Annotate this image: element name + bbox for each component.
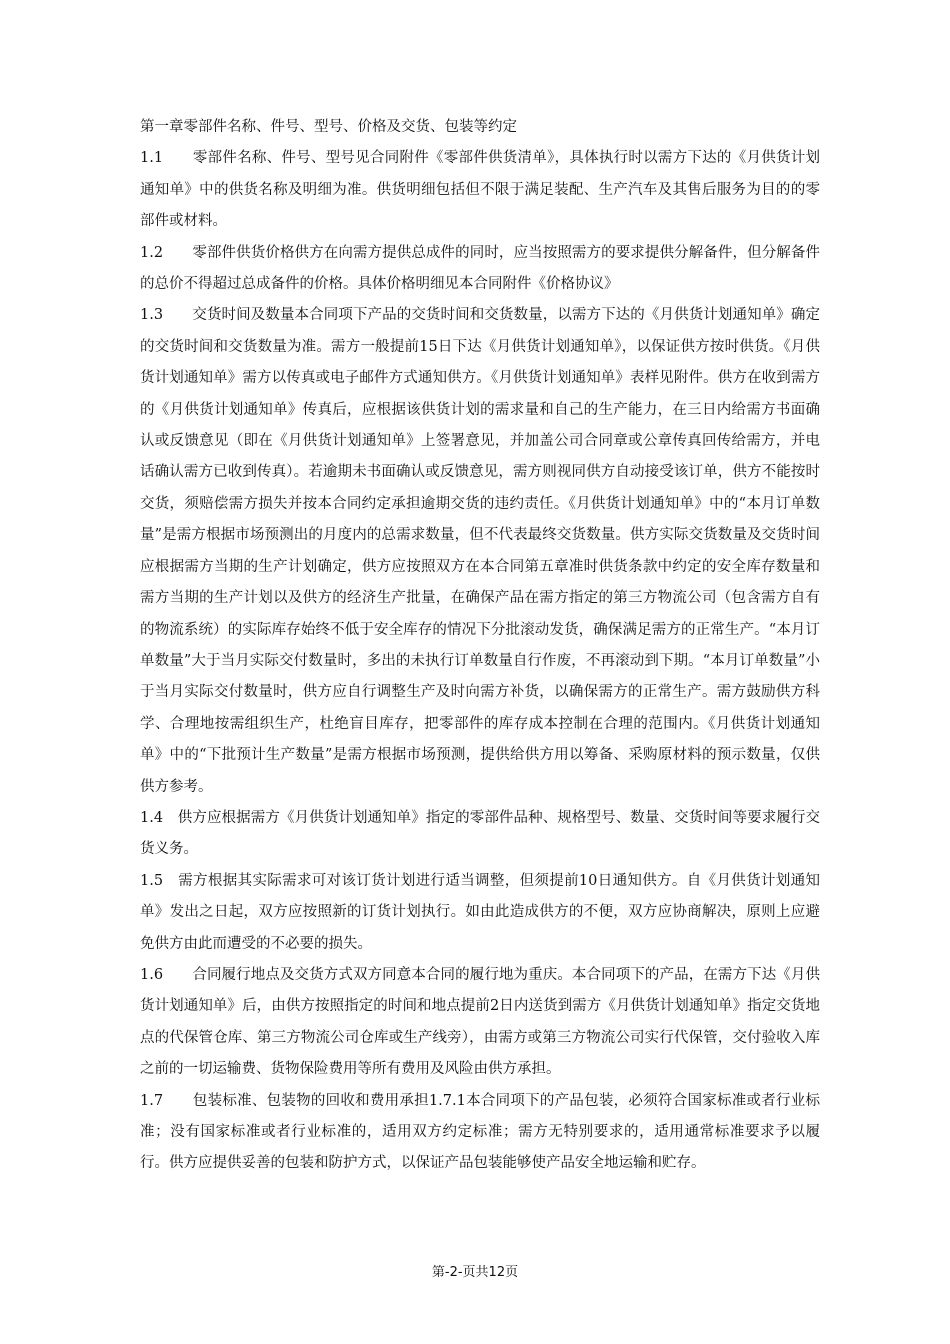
paragraph-1-6: 1.6 合同履行地点及交货方式双方同意本合同的履行地为重庆。本合同项下的产品，在需方下达《月供货计划通知单》后，由供方按照指定的时间和地点提前2日内送货到需方《月供货计划通知单》指定交货地点的代保管仓库、第三方物流公司仓库或生产线旁），由需方或第三方物流公司实行代保管，交付验收入库之前的一切运输费、货物保险费用等所有费用及风险由供方承担。 <box>140 966 820 1078</box>
paragraph-1-3: 1.3 交货时间及数量本合同项下产品的交货时间和交货数量，以需方下达的《月供货计划通知单》确定的交货时间和交货数量为准。需方一般提前15日下达《月供货计划通知单》，以保证供方按时供货。《月供货计划通知单》需方以传真或电子邮件方式通知供方。《月供货计划通知单》表样见附件。供方在收到需方的《月供货计划通知单》传真后，应根据该供货计划的需求量和自己的生产能力，在三日内给需方书面确认或反馈意见（即在《月供货计划通知单》上签署意见，并加盖公司合同章或公章传真回传给需方，并电话确认需方已收到传真）。若逾期未书面确认或反馈意见，需方则视同供方自动接受该订单，供方不能按时交货，须赔偿需方损失并按本合同约定承担逾期交货的违约责任。《月供货计划通知单》中的“本月订单数量”是需方根据市场预测出的月度内的总需求数量，但不代表最终交货数量。供方实际交货数量及交货时间应根据需方当期的生产计划确定，供方应按照双方在本合同第五章准时供货条款中约定的安全库存数量和需方当期的生产计划以及供方的经济生产批量，在确保产品在需方指定的第三方物流公司（包含需方自有的物流系统）的实际库存始终不低于安全库存的情况下分批滚动发货，确保满足需方的正常生产。“本月订单数量”大于当月实际交付数量时，多出的未执行订单数量自行作废，不再滚动到下期。“本月订单数量”小于当月实际交付数量时，供方应自行调整生产及时向需方补货，以确保需方的正常生产。需方鼓励供方科学、合理地按需组织生产，杜绝盲目库存，把零部件的库存成本控制在合理的范围内。《月供货计划通知单》中的“下批预计生产数量”是需方根据市场预测，提供给供方用以筹备、采购原材料的预示数量，仅供供方参考。 <box>140 307 821 795</box>
document-body <box>140 112 820 1180</box>
paragraph-1-7: 1.7 包装标准、包装物的回收和费用承担1.7.1本合同项下的产品包装，必须符合国家标准或者行业标准；没有国家标准或者行业标准的，适用双方约定标准；需方无特别要求的，适用通常标准要求予以履行。供方应提供妥善的包装和防护方式，以保证产品包装能够使产品安全地运输和贮存。 <box>140 1092 820 1172</box>
chapter-heading: 第一章零部件名称、件号、型号、价格及交货、包装等约定 <box>140 119 517 135</box>
paragraph-1-2: 1.2 零部件供货价格供方在向需方提供总成件的同时，应当按照需方的要求提供分解备件，但分解备件的总价不得超过总成备件的价格。具体价格明细见本合同附件《价格协议》 <box>140 244 820 293</box>
paragraph-1-1: 1.1 零部件名称、件号、型号见合同附件《零部件供货清单》，具体执行时以需方下达的《月供货计划通知单》中的供货名称及明细为准。供货明细包括但不限于满足装配、生产汽车及其售后服务为目的的零部件或材料。 <box>140 150 820 230</box>
page-number-footer: 第-2-页共12页 <box>431 1265 519 1280</box>
paragraph-1-5: 1.5 需方根据其实际需求可对该订货计划进行适当调整，但须提前10日通知供方。自《月供货计划通知单》发出之日起，双方应按照新的订货计划执行。如由此造成供方的不便，双方应协商解决，原则上应避免供方由此而遭受的不必要的损失。 <box>140 872 820 952</box>
paragraph-1-4: 1.4 供方应根据需方《月供货计划通知单》指定的零部件品种、规格型号、数量、交货时间等要求履行交货义务。 <box>140 809 820 858</box>
